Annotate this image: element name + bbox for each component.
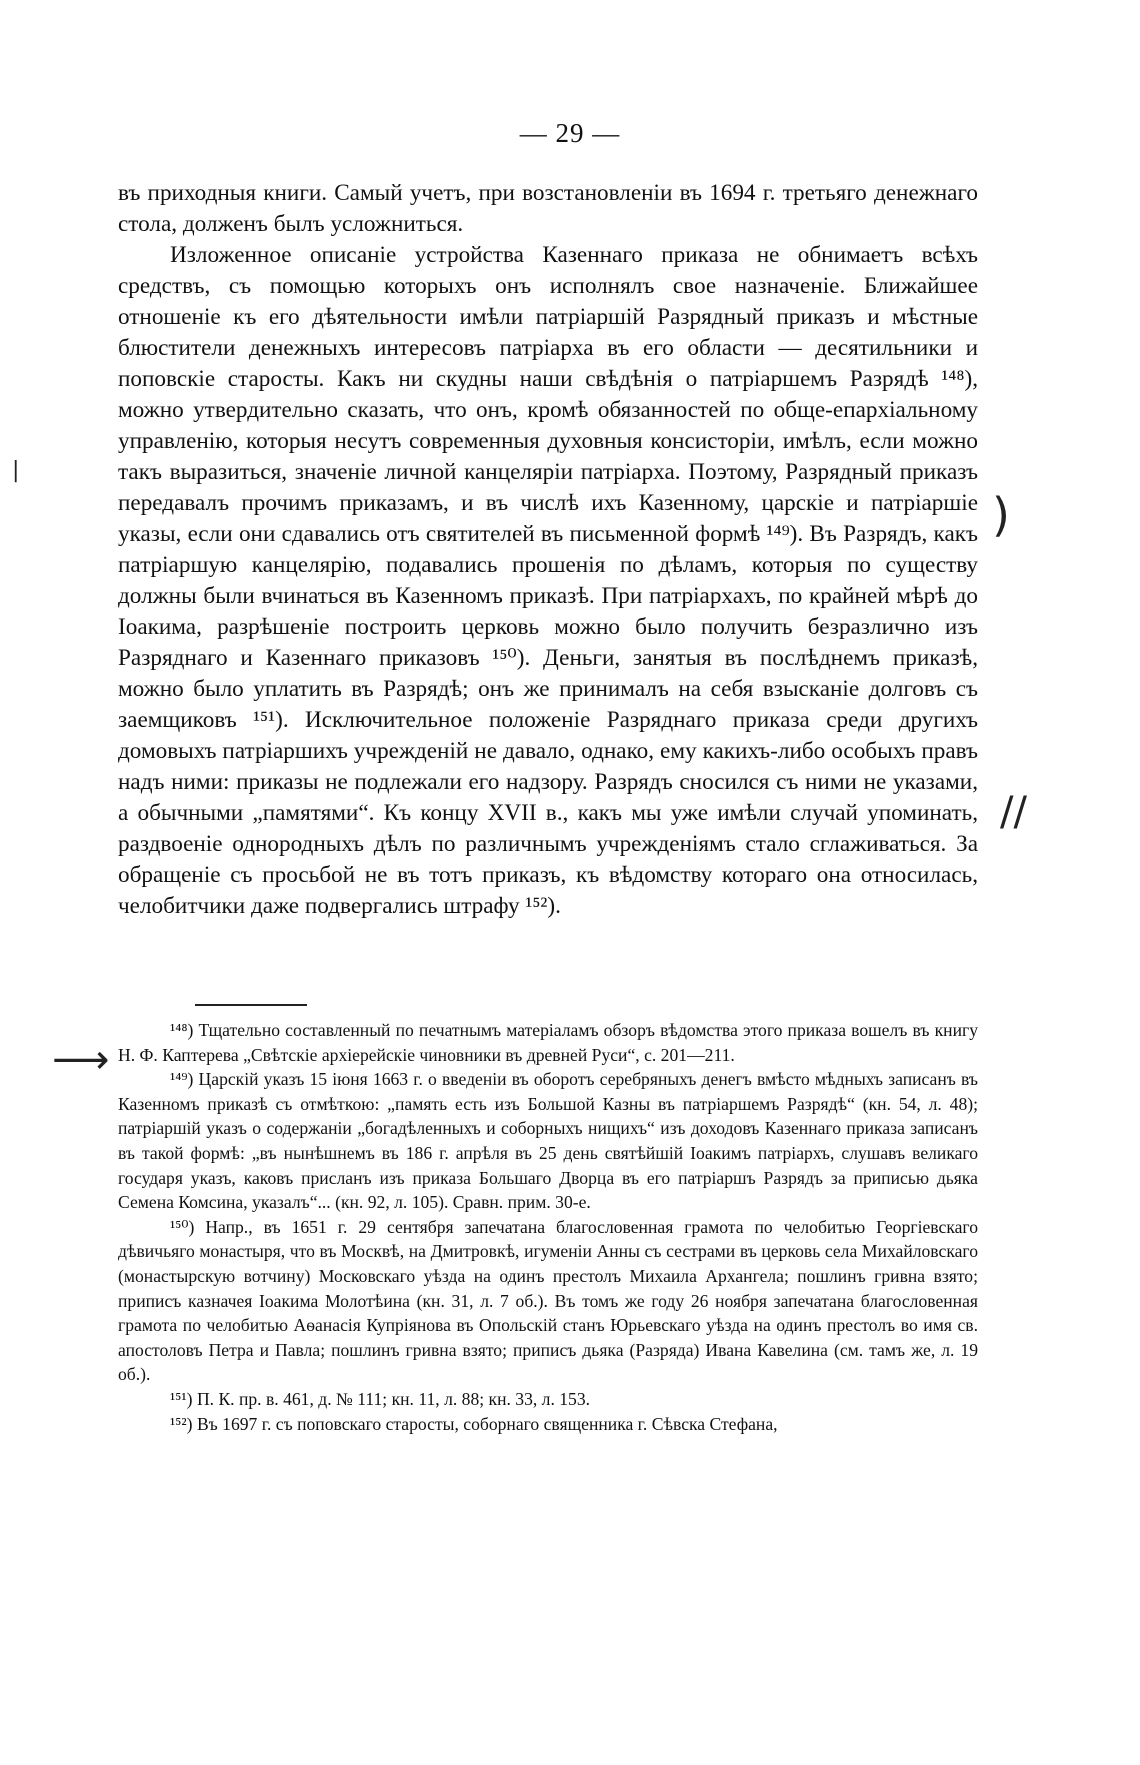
footnote-148: ¹⁴⁸) Тщательно составленный по печатнымъ матеріаламъ обзоръ вѣдомства этого приказа вошелъ въ книгу Н. Ф. Каптерева „Свѣтскіе архіерейскіе чиновники въ древней Руси“, с. 201—211. xyxy=(118,1020,978,1065)
paragraph-2: Изложенное описаніе устройства Казеннаго приказа не обнимаетъ всѣхъ средствъ, съ помощью которыхъ онъ исполнялъ свое назначеніе. Ближайшее отношеніе къ его дѣятельности имѣли патріаршій Разрядный приказъ и мѣстные блюстители денежныхъ интересовъ патріарха въ его области — десятильники и поповскіе старосты. Какъ ни скудны наши свѣдѣнія о патріаршемъ Разрядѣ ¹⁴⁸), можно утвердительно сказать, что онъ, кромѣ обязанностей по обще-епархіальному управленію, которыя несутъ современныя духовныя консисторіи, имѣлъ, если можно такъ выразиться, значеніе личной канцеляріи патріарха. Поэтому, Разрядный приказъ передавалъ прочимъ приказамъ, и въ числѣ ихъ Казенному, царскіе и патріаршіе указы, если они сдавались отъ святителей въ письменной формѣ ¹⁴⁹). Въ Разрядъ, какъ патріаршую канцелярію, подавались прошенія по дѣламъ, которыя по существу должны были вчинаться въ Казенномъ приказѣ. При патріархахъ, по крайней мѣрѣ до Іоакима, разрѣшеніе построить церковь можно было получить безразлично изъ Разряднаго и Казеннаго приказовъ ¹⁵⁰). Деньги, занятыя въ послѣднемъ приказѣ, можно было уплатить въ Разрядѣ; онъ же принималъ на себя взысканіе долговъ съ заемщиковъ ¹⁵¹). Исключительное положеніе Разряднаго приказа среди другихъ домовыхъ патріаршихъ учрежденій не давало, однако, ему какихъ-либо особыхъ правъ надъ ними: приказы не подлежали его надзору. Разрядъ сносился съ ними не указами, а обычными „памятями“. Къ концу XVII в., какъ мы уже имѣли случай упоминать, раздвоеніе однородныхъ дѣлъ по различнымъ учрежденіямъ стало сглаживаться. За обращеніе съ просьбой не въ тотъ приказъ, къ вѣдомству котораго она относилась, челобитчики даже подвергались штрафу ¹⁵²). xyxy=(118,242,978,919)
main-text xyxy=(118,178,978,922)
footnote-150: ¹⁵⁰) Напр., въ 1651 г. 29 сентября запечатана благословенная грамота по челобитью Георгіевскаго дѣвичьяго монастыря, что въ Москвѣ, на Дмитровкѣ, игуменіи Анны съ сестрами въ церковь села Михайловскаго (монастырскую вотчину) Московскаго уѣзда на одинъ престолъ Михаила Архангела; пошлинъ гривна взято; приписъ казначея Іоакима Молотѣина (кн. 31, л. 7 об.). Въ томъ же году 26 ноября запечатана благословенная грамота по челобитью Аѳанасія Купріянова въ Опольскій станъ Юрьевскаго уѣзда на одинъ престолъ во имя св. апостоловъ Петра и Павла; пошлинъ гривна взято; приписъ дьяка (Разряда) Ивана Кавелина (см. тамъ же, л. 19 об.). xyxy=(118,1216,978,1385)
margin-arrow-icon: ⟶ xyxy=(52,1037,110,1083)
margin-left-bracket-mark: | xyxy=(12,458,20,483)
margin-double-line-mark: // xyxy=(1000,789,1027,835)
footnote-149: ¹⁴⁹) Царскій указъ 15 іюня 1663 г. о введеніи въ оборотъ серебряныхъ денегъ вмѣсто мѣдныхъ записанъ въ Казенномъ приказѣ съ отмѣткою: „память есть изъ Большой Казны въ патріаршемъ Разрядѣ“ (кн. 54, л. 48); патріаршій указъ о содержаніи „богадѣленныхъ и соборныхъ нищихъ“ изъ доходовъ Казеннаго приказа записанъ въ такой формѣ: „въ нынѣшнемъ въ 186 г. апрѣля въ 25 день святѣйшій Іоакимъ патріархъ, слушавъ великаго государя указъ, каковъ присланъ изъ приказа Большаго Дворца въ его патріаршъ Разрядъ за приписью дьяка Семена Комсина, указалъ“... (кн. 92, л. 105). Сравн. прим. 30-е. xyxy=(118,1069,978,1213)
paragraph-1: въ приходныя книги. Самый учетъ, при возстановленіи въ 1694 г. третьяго денежнаго стола, долженъ былъ усложниться. xyxy=(118,180,978,237)
footnote-152: ¹⁵²) Въ 1697 г. съ поповскаго старосты, соборнаго священника г. Сѣвска Стефана, xyxy=(170,1413,778,1434)
footnote-151: ¹⁵¹) П. К. пр. в. 461, д. № 111; кн. 11, л. 88; кн. 33, л. 153. xyxy=(170,1388,591,1409)
footnotes xyxy=(118,1018,978,1436)
margin-right-paren-mark: ) xyxy=(992,488,1010,542)
page-number: — 29 — xyxy=(519,118,621,148)
footnote-rule xyxy=(195,1004,307,1006)
